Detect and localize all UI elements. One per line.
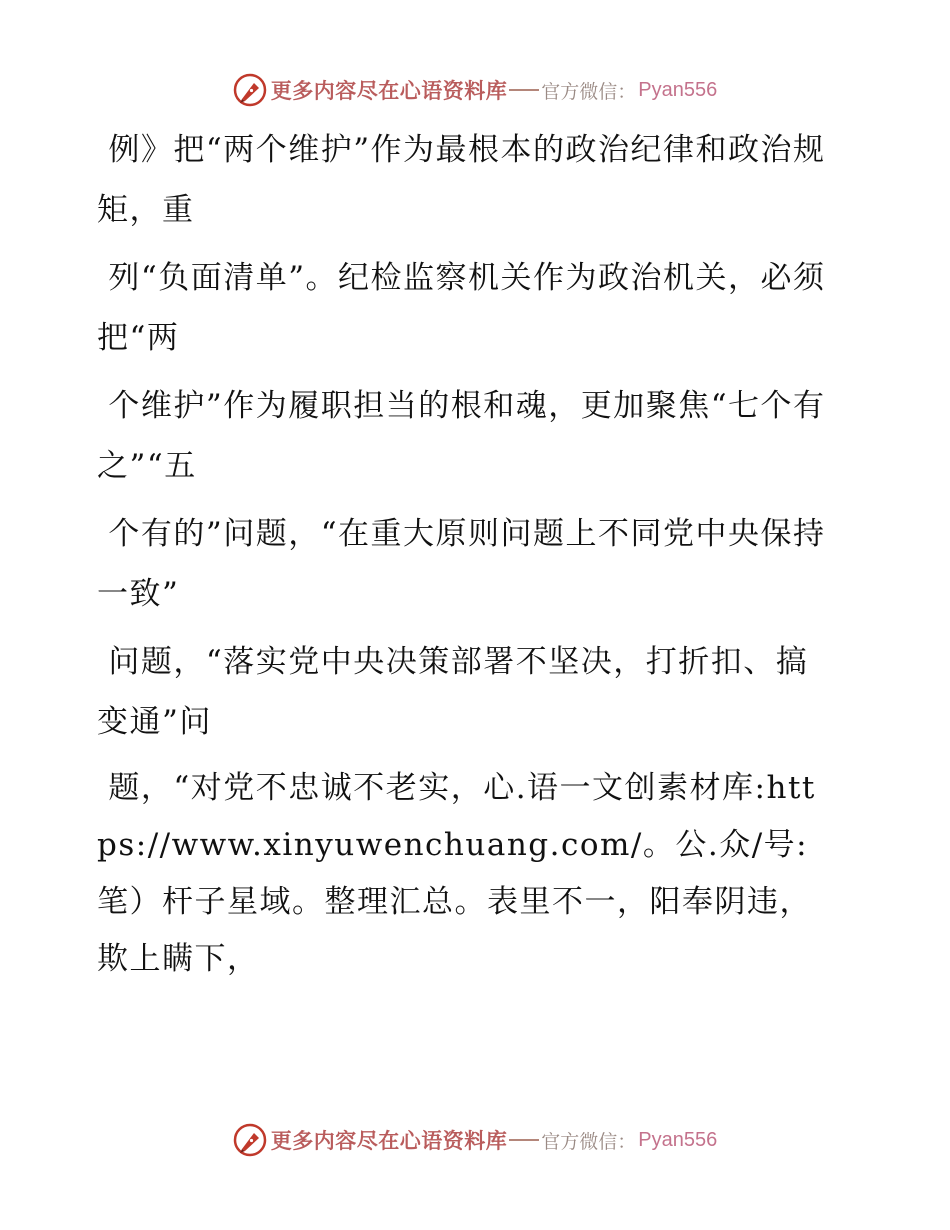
footer-wechat-label: 官方微信： bbox=[541, 1130, 637, 1153]
header-banner bbox=[0, 70, 950, 110]
pen-nib-logo-icon bbox=[233, 73, 267, 107]
paragraph-2: 列“负面清单”。纪检监察机关作为政治机关，必须把“两 bbox=[97, 260, 826, 356]
footer-wechat-id: Pyan556 bbox=[638, 1128, 718, 1151]
footer-banner-title: 更多内容尽在心语资料库 bbox=[270, 1128, 508, 1153]
pen-nib-logo-icon bbox=[233, 1123, 267, 1157]
banner-wechat-id: Pyan556 bbox=[638, 78, 718, 101]
paragraph-5: 问题，“落实党中央决策部署不坚决，打折扣、搞变通”问 bbox=[97, 644, 809, 740]
document-body bbox=[97, 120, 837, 996]
banner-title: 更多内容尽在心语资料库 bbox=[270, 78, 508, 103]
paragraph-6: 题，“对党不忠诚不老实，心.语一文创素材库:https://www.xinyuwenchuang.com/。公.众/号:笔）杆子星域。整理汇总。表里不一，阳奉阴违，欺上瞒下， bbox=[97, 770, 816, 977]
banner-dash bbox=[509, 89, 539, 91]
paragraph-4: 个有的”问题，“在重大原则问题上不同党中央保持一致” bbox=[97, 516, 826, 612]
banner-wechat-label: 官方微信： bbox=[541, 80, 637, 103]
footer-banner bbox=[0, 1120, 950, 1160]
footer-banner-dash bbox=[509, 1139, 539, 1141]
paragraph-1: 例》把“两个维护”作为最根本的政治纪律和政治规矩，重 bbox=[97, 132, 826, 228]
paragraph-3: 个维护”作为履职担当的根和魂，更加聚焦“七个有之”“五 bbox=[97, 388, 826, 484]
